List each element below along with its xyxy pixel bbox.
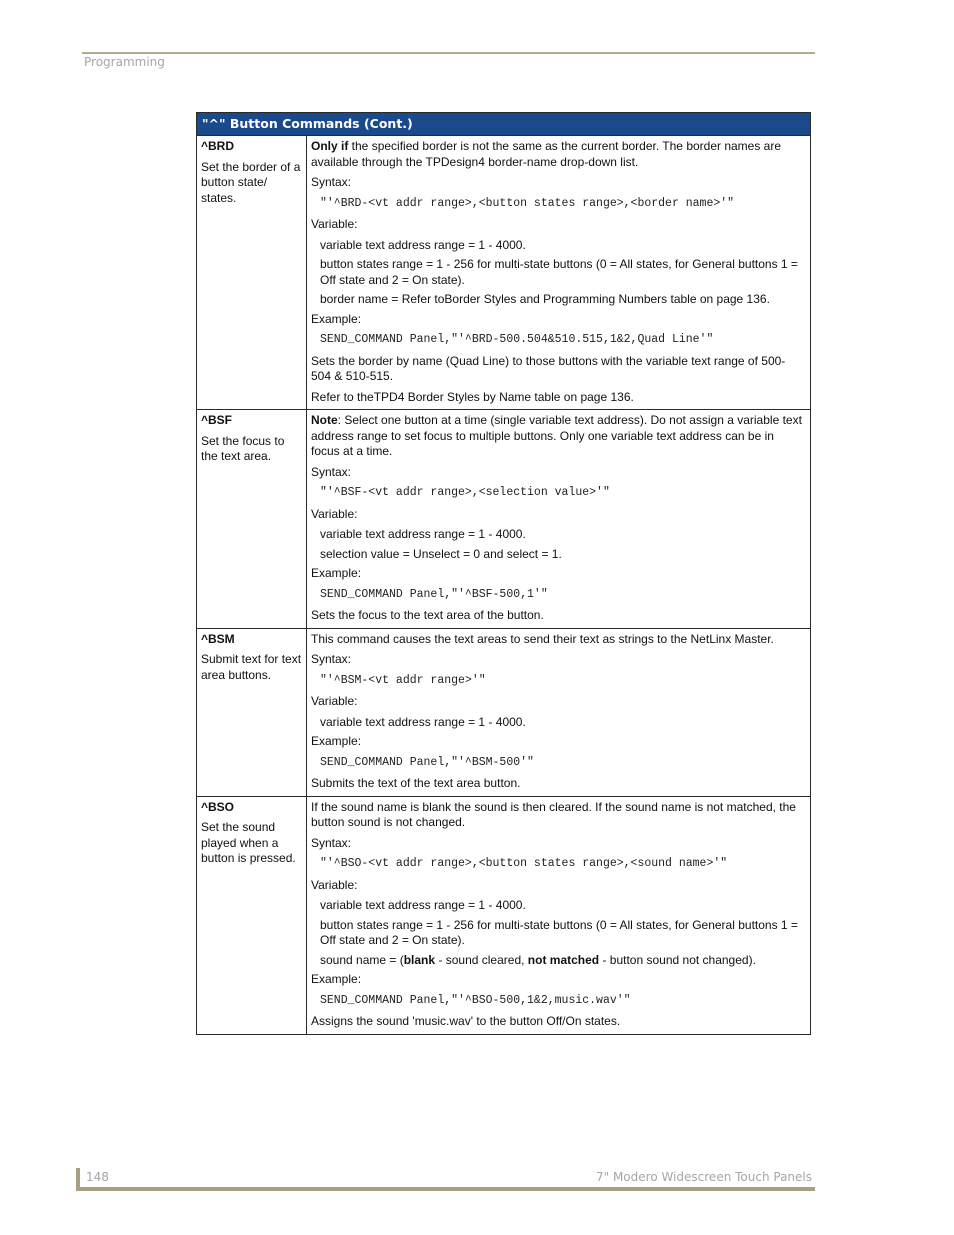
command-cell	[197, 796, 307, 1034]
document-title: 7" Modero Widescreen Touch Panels	[595, 1170, 812, 1184]
syntax-code: "'^BSM-<vt addr range>'"	[320, 673, 486, 687]
example-label: Example:	[311, 311, 362, 326]
example-label: Example:	[311, 734, 362, 748]
variable-item: sound name = (blank - sound cleared, not matched - button sound not changed).	[320, 952, 756, 967]
variable-item: border name = Refer toBorder Styles and Programming Numbers table on page 136.	[320, 292, 770, 306]
footer-rule	[76, 1187, 815, 1191]
command-cell	[197, 628, 307, 796]
variable-item: variable text address range = 1 - 4000.	[320, 527, 526, 541]
variable-label: Variable:	[311, 877, 358, 892]
note-text: Sets the focus to the text area of the button.	[311, 608, 544, 622]
syntax-label: Syntax:	[311, 835, 352, 850]
command-description: Set the focus to the text area.	[201, 433, 285, 463]
example-code: SEND_COMMAND Panel,"'^BRD-500.504&510.515,1&2,Quad Line'"	[320, 333, 714, 346]
command-name: ^BSF	[201, 413, 233, 427]
variable-item: button states range = 1 - 256 for multi-state buttons (0 = All states, for General buttons 1 = Off state and 2 = On state).	[320, 917, 798, 947]
table-row	[197, 410, 811, 629]
table-row	[197, 796, 811, 1034]
syntax-label: Syntax:	[311, 464, 352, 479]
details-cell	[307, 628, 811, 796]
table-row	[197, 628, 811, 796]
syntax-code: "'^BSO-<vt addr range>,<button states range>,<sound name>'"	[320, 857, 728, 870]
command-table	[196, 112, 811, 1035]
command-name: ^BRD	[201, 139, 235, 153]
example-label: Example:	[311, 972, 362, 986]
variable-item: variable text address range = 1 - 4000.	[320, 898, 526, 912]
variable-item: variable text address range = 1 - 4000.	[320, 714, 526, 729]
intro-text: Note: Select one button at a time (single variable text address). Do not assign a variable text address range to set focus to multiple buttons. Only one variable text address can be in focus at a time.	[311, 413, 802, 458]
variable-item: variable text address range = 1 - 4000.	[320, 237, 526, 252]
intro-text: This command causes the text areas to send their text as strings to the NetLinx Master.	[311, 631, 774, 646]
syntax-label: Syntax:	[311, 652, 352, 666]
variable-label: Variable:	[311, 694, 358, 708]
example-code: SEND_COMMAND Panel,"'^BSF-500,1'"	[320, 587, 548, 601]
note-text: Assigns the sound 'music.wav' to the button Off/On states.	[311, 1014, 621, 1028]
command-cell	[197, 136, 307, 410]
note-text: Refer to theTPD4 Border Styles by Name table on page 136.	[311, 389, 634, 404]
intro-text: Only if the specified border is not the same as the current border. The border names are available through the TPDesign4 border-name drop-down list.	[311, 139, 782, 169]
command-description: Submit text for text area buttons.	[201, 652, 302, 682]
section-header: Programming	[84, 55, 165, 69]
example-label: Example:	[311, 566, 362, 580]
header-rule	[82, 52, 815, 54]
command-description: Set the sound played when a button is pressed.	[201, 820, 296, 865]
command-name: ^BSM	[201, 631, 235, 646]
command-name: ^BSO	[201, 799, 235, 814]
table-title: "^" Button Commands (Cont.)	[197, 113, 811, 136]
command-cell	[197, 410, 307, 629]
table-row	[197, 136, 811, 410]
syntax-code: "'^BRD-<vt addr range>,<button states range>,<border name>'"	[320, 196, 735, 210]
example-code: SEND_COMMAND Panel,"'^BSM-500'"	[320, 755, 534, 769]
page-number: 148	[86, 1170, 109, 1184]
syntax-code: "'^BSF-<vt addr range>,<selection value>'"	[320, 486, 610, 499]
intro-text: If the sound name is blank the sound is then cleared. If the sound name is not matched, the button sound is not changed.	[311, 799, 796, 829]
variable-item: button states range = 1 - 256 for multi-state buttons (0 = All states, for General buttons 1 = Off state and 2 = On state).	[320, 257, 798, 287]
note-text: Submits the text of the text area button.	[311, 776, 521, 790]
details-cell	[307, 136, 811, 410]
syntax-label: Syntax:	[311, 175, 352, 189]
example-code: SEND_COMMAND Panel,"'^BSO-500,1&2,music.wav'"	[320, 993, 631, 1007]
details-cell	[307, 796, 811, 1034]
details-cell	[307, 410, 811, 629]
command-description: Set the border of a button state/ states.	[201, 159, 301, 205]
variable-label: Variable:	[311, 217, 358, 231]
variable-label: Variable:	[311, 506, 358, 521]
variable-item: selection value = Unselect = 0 and select = 1.	[320, 546, 562, 561]
note-text: Sets the border by name (Quad Line) to those buttons with the variable text range of 500-504 & 510-515.	[311, 353, 786, 383]
